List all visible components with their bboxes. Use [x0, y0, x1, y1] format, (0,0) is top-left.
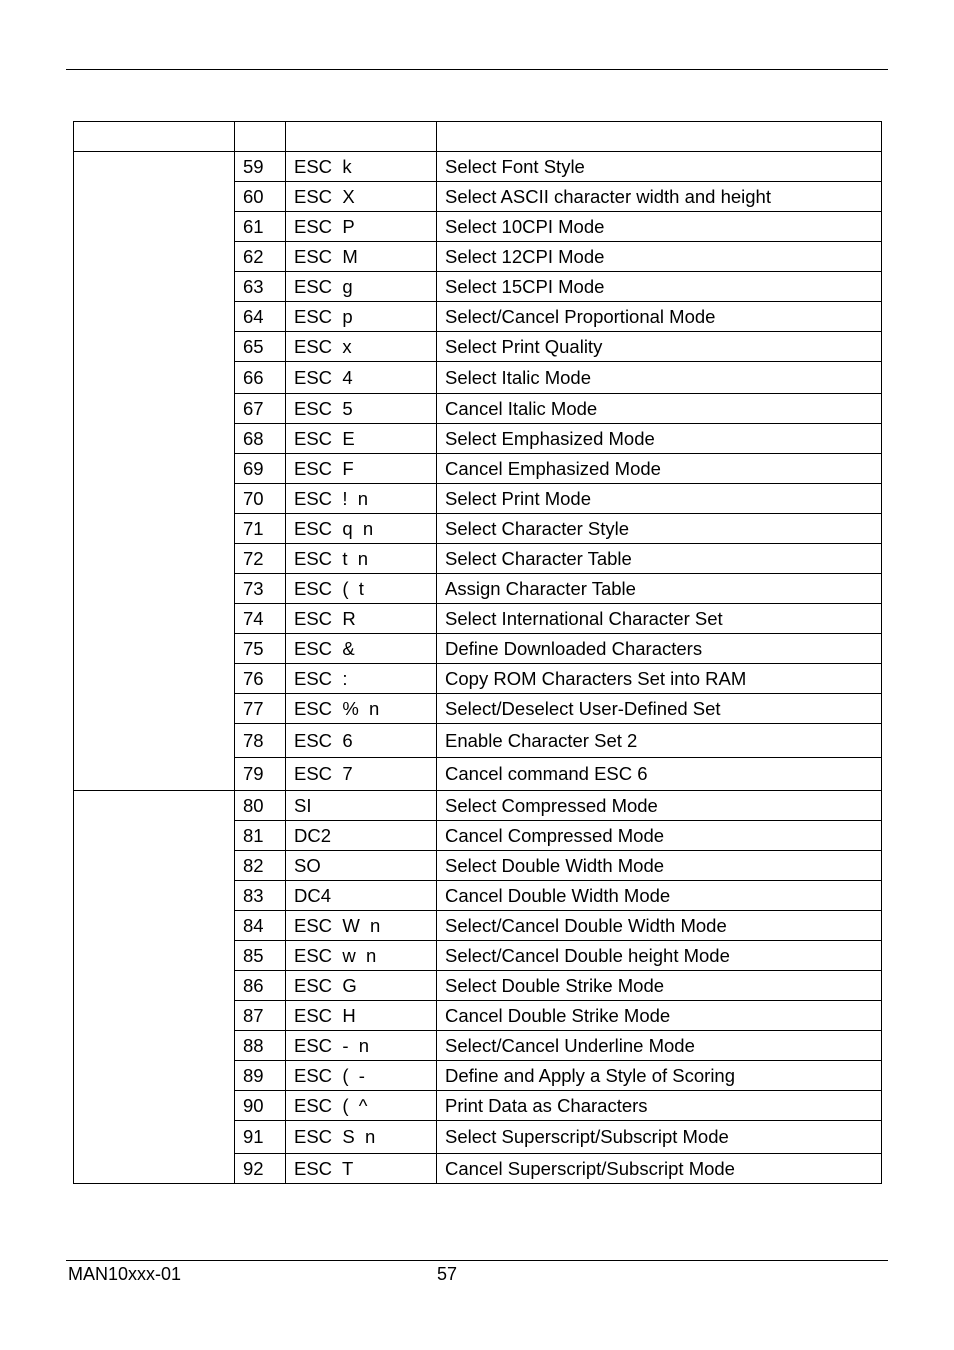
row-number: 90 — [235, 1091, 286, 1121]
row-number: 74 — [235, 604, 286, 634]
row-command: ESC R — [286, 604, 437, 634]
row-number: 75 — [235, 634, 286, 664]
row-command: ESC ! n — [286, 484, 437, 514]
row-command: DC2 — [286, 821, 437, 851]
row-description: Select Italic Mode — [437, 362, 882, 394]
row-description: Select Double Width Mode — [437, 851, 882, 881]
row-command: ESC T — [286, 1154, 437, 1184]
row-command: ESC 5 — [286, 394, 437, 424]
command-table — [73, 121, 882, 1184]
footer-page-number: 57 — [437, 1264, 458, 1284]
row-number: 73 — [235, 574, 286, 604]
row-description: Cancel Compressed Mode — [437, 821, 882, 851]
row-command: ESC & — [286, 634, 437, 664]
row-description: Select Emphasized Mode — [437, 424, 882, 454]
row-description: Select Character Table — [437, 544, 882, 574]
row-command: ESC 6 — [286, 724, 437, 758]
row-description: Select Print Mode — [437, 484, 882, 514]
row-command: ESC 7 — [286, 758, 437, 791]
row-number: 84 — [235, 911, 286, 941]
row-description: Cancel Superscript/Subscript Mode — [437, 1154, 882, 1184]
row-number: 81 — [235, 821, 286, 851]
row-number: 79 — [235, 758, 286, 791]
row-number: 85 — [235, 941, 286, 971]
row-description: Select/Cancel Double height Mode — [437, 941, 882, 971]
footer-document-id: MAN10xxx-01 — [68, 1264, 182, 1284]
row-number: 71 — [235, 514, 286, 544]
row-command: DC4 — [286, 881, 437, 911]
row-command: ESC E — [286, 424, 437, 454]
row-number: 78 — [235, 724, 286, 758]
row-number: 91 — [235, 1121, 286, 1154]
row-description: Cancel Double Strike Mode — [437, 1001, 882, 1031]
row-command: ESC ( - — [286, 1061, 437, 1091]
row-command: ESC w n — [286, 941, 437, 971]
row-command: ESC M — [286, 242, 437, 272]
row-description: Select/Cancel Double Width Mode — [437, 911, 882, 941]
row-description: Select International Character Set — [437, 604, 882, 634]
row-number: 86 — [235, 971, 286, 1001]
row-description: Copy ROM Characters Set into RAM — [437, 664, 882, 694]
row-command: ESC g — [286, 272, 437, 302]
row-command: ESC ( t — [286, 574, 437, 604]
row-description: Cancel Double Width Mode — [437, 881, 882, 911]
row-description: Print Data as Characters — [437, 1091, 882, 1121]
row-description: Select Superscript/Subscript Mode — [437, 1121, 882, 1154]
row-number: 89 — [235, 1061, 286, 1091]
group-cell — [74, 152, 235, 791]
row-description: Select/Deselect User-Defined Set — [437, 694, 882, 724]
row-description: Select Print Quality — [437, 332, 882, 362]
row-number: 92 — [235, 1154, 286, 1184]
row-description: Select Compressed Mode — [437, 791, 882, 821]
row-number: 62 — [235, 242, 286, 272]
table-header-row — [74, 122, 882, 152]
row-command: ESC % n — [286, 694, 437, 724]
row-description: Select 10CPI Mode — [437, 212, 882, 242]
row-number: 68 — [235, 424, 286, 454]
row-description: Select ASCII character width and height — [437, 182, 882, 212]
row-command: ESC p — [286, 302, 437, 332]
row-number: 66 — [235, 362, 286, 394]
row-description: Assign Character Table — [437, 574, 882, 604]
row-command: ESC 4 — [286, 362, 437, 394]
row-number: 76 — [235, 664, 286, 694]
row-description: Select Character Style — [437, 514, 882, 544]
header-cell-number — [235, 122, 286, 152]
row-number: 87 — [235, 1001, 286, 1031]
row-number: 63 — [235, 272, 286, 302]
row-number: 88 — [235, 1031, 286, 1061]
row-command: ESC - n — [286, 1031, 437, 1061]
row-description: Select/Cancel Underline Mode — [437, 1031, 882, 1061]
row-number: 69 — [235, 454, 286, 484]
row-number: 72 — [235, 544, 286, 574]
row-number: 65 — [235, 332, 286, 362]
footer-rule — [66, 1260, 888, 1261]
row-number: 61 — [235, 212, 286, 242]
header-rule — [66, 69, 888, 70]
row-description: Cancel Emphasized Mode — [437, 454, 882, 484]
row-description: Select Double Strike Mode — [437, 971, 882, 1001]
table-row — [74, 791, 882, 821]
row-command: SO — [286, 851, 437, 881]
row-command: ESC F — [286, 454, 437, 484]
group-cell — [74, 791, 235, 1184]
row-description: Cancel command ESC 6 — [437, 758, 882, 791]
row-description: Define and Apply a Style of Scoring — [437, 1061, 882, 1091]
row-command: ESC ( ^ — [286, 1091, 437, 1121]
row-command: ESC S n — [286, 1121, 437, 1154]
row-number: 83 — [235, 881, 286, 911]
row-command: ESC X — [286, 182, 437, 212]
row-description: Enable Character Set 2 — [437, 724, 882, 758]
row-command: ESC q n — [286, 514, 437, 544]
row-command: ESC H — [286, 1001, 437, 1031]
row-command: ESC G — [286, 971, 437, 1001]
header-cell-description — [437, 122, 882, 152]
row-command: ESC : — [286, 664, 437, 694]
row-number: 82 — [235, 851, 286, 881]
row-number: 60 — [235, 182, 286, 212]
row-command: ESC k — [286, 152, 437, 182]
row-description: Select 12CPI Mode — [437, 242, 882, 272]
table-row — [74, 152, 882, 182]
header-cell-command — [286, 122, 437, 152]
row-number: 77 — [235, 694, 286, 724]
row-command: ESC t n — [286, 544, 437, 574]
row-number: 70 — [235, 484, 286, 514]
row-number: 59 — [235, 152, 286, 182]
row-command: ESC W n — [286, 911, 437, 941]
row-description: Select 15CPI Mode — [437, 272, 882, 302]
row-number: 64 — [235, 302, 286, 332]
row-description: Select/Cancel Proportional Mode — [437, 302, 882, 332]
row-command: ESC P — [286, 212, 437, 242]
header-cell-category — [74, 122, 235, 152]
row-description: Select Font Style — [437, 152, 882, 182]
row-description: Define Downloaded Characters — [437, 634, 882, 664]
row-command: ESC x — [286, 332, 437, 362]
row-command: SI — [286, 791, 437, 821]
row-number: 67 — [235, 394, 286, 424]
row-description: Cancel Italic Mode — [437, 394, 882, 424]
row-number: 80 — [235, 791, 286, 821]
